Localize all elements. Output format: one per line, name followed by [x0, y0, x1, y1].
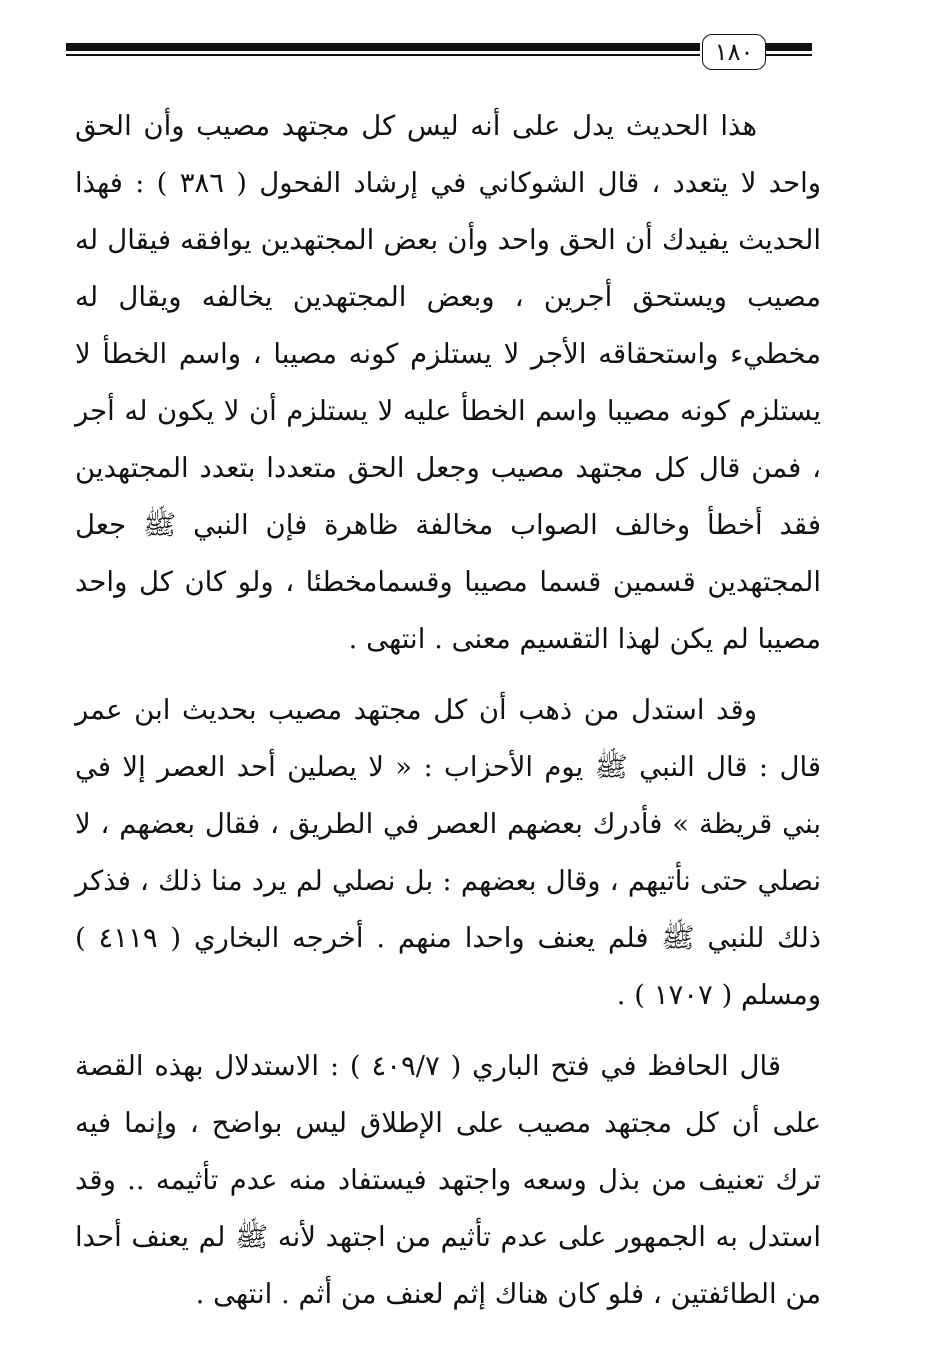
header-rule-thin — [66, 54, 700, 56]
paragraph-hafiz-fath-albari: قال الحافظ في فتح الباري ( ٤٠٩/٧ ) : الاستدلال بهذه القصة على أن كل مجتهد مصيب على الإطلاق ليس بواضح ، وإنما فيه ترك تعنيف من بذل وسعه واجتهد فيستفاد منه عدم تأثيمه .. وقد استدل به الجمهور على عدم تأثيم من اجتهد لأنه ﷺ لم يعنف أحدا من الطائفتين ، فلو كان هناك إثم لعنف من أثم . انتهى . — [75, 1050, 821, 1310]
header-rule-right-thick — [766, 43, 812, 51]
page-header — [66, 34, 812, 70]
header-rule-right-thin — [766, 54, 812, 56]
header-rule-thick — [66, 43, 700, 51]
paragraph-shawkani-quote: هذا الحديث يدل على أنه ليس كل مجتهد مصيب وأن الحق واحد لا يتعدد ، قال الشوكاني في إرشاد الفحول ( ٣٨٦ ) : فهذا الحديث يفيدك أن الحق واحد وأن بعض المجتهدين يوافقه فيقال له مصيب ويستحق أجرين ، وبعض المجتهدين يخالفه ويقال له مخطيء واستحقاقه الأجر لا يستلزم كونه مصيبا ، واسم الخطأ لا يستلزم كونه مصيبا واسم الخطأ عليه لا يستلزم أن لا يكون له أجر ، فمن قال كل مجتهد مصيب وجعل الحق متعددا بتعدد المجتهدين فقد أخطأ وخالف الصواب مخالفة ظاهرة فإن النبي ﷺ جعل المجتهدين قسمين قسما مصيبا وقسمامخطئا ، ولو كان كل واحد مصيبا لم يكن لهذا التقسيم معنى . انتهى . — [75, 110, 821, 655]
paragraph-ibn-umar-hadith: وقد استدل من ذهب أن كل مجتهد مصيب بحديث ابن عمر قال : قال النبي ﷺ يوم الأحزاب : « لا يصلين أحد العصر إلا في بني قريظة » فأدرك بعضهم العصر في الطريق ، فقال بعضهم ، لا نصلي حتى نأتيهم ، وقال بعضهم : بل نصلي لم يرد منا ذلك ، فذكر ذلك للنبي ﷺ فلم يعنف واحدا منهم . أخرجه البخاري ( ٤١١٩ ) ومسلم ( ١٧٠٧ ) . — [75, 694, 821, 1011]
page-number: ١٨٠ — [702, 34, 766, 70]
page-body — [75, 98, 821, 1323]
